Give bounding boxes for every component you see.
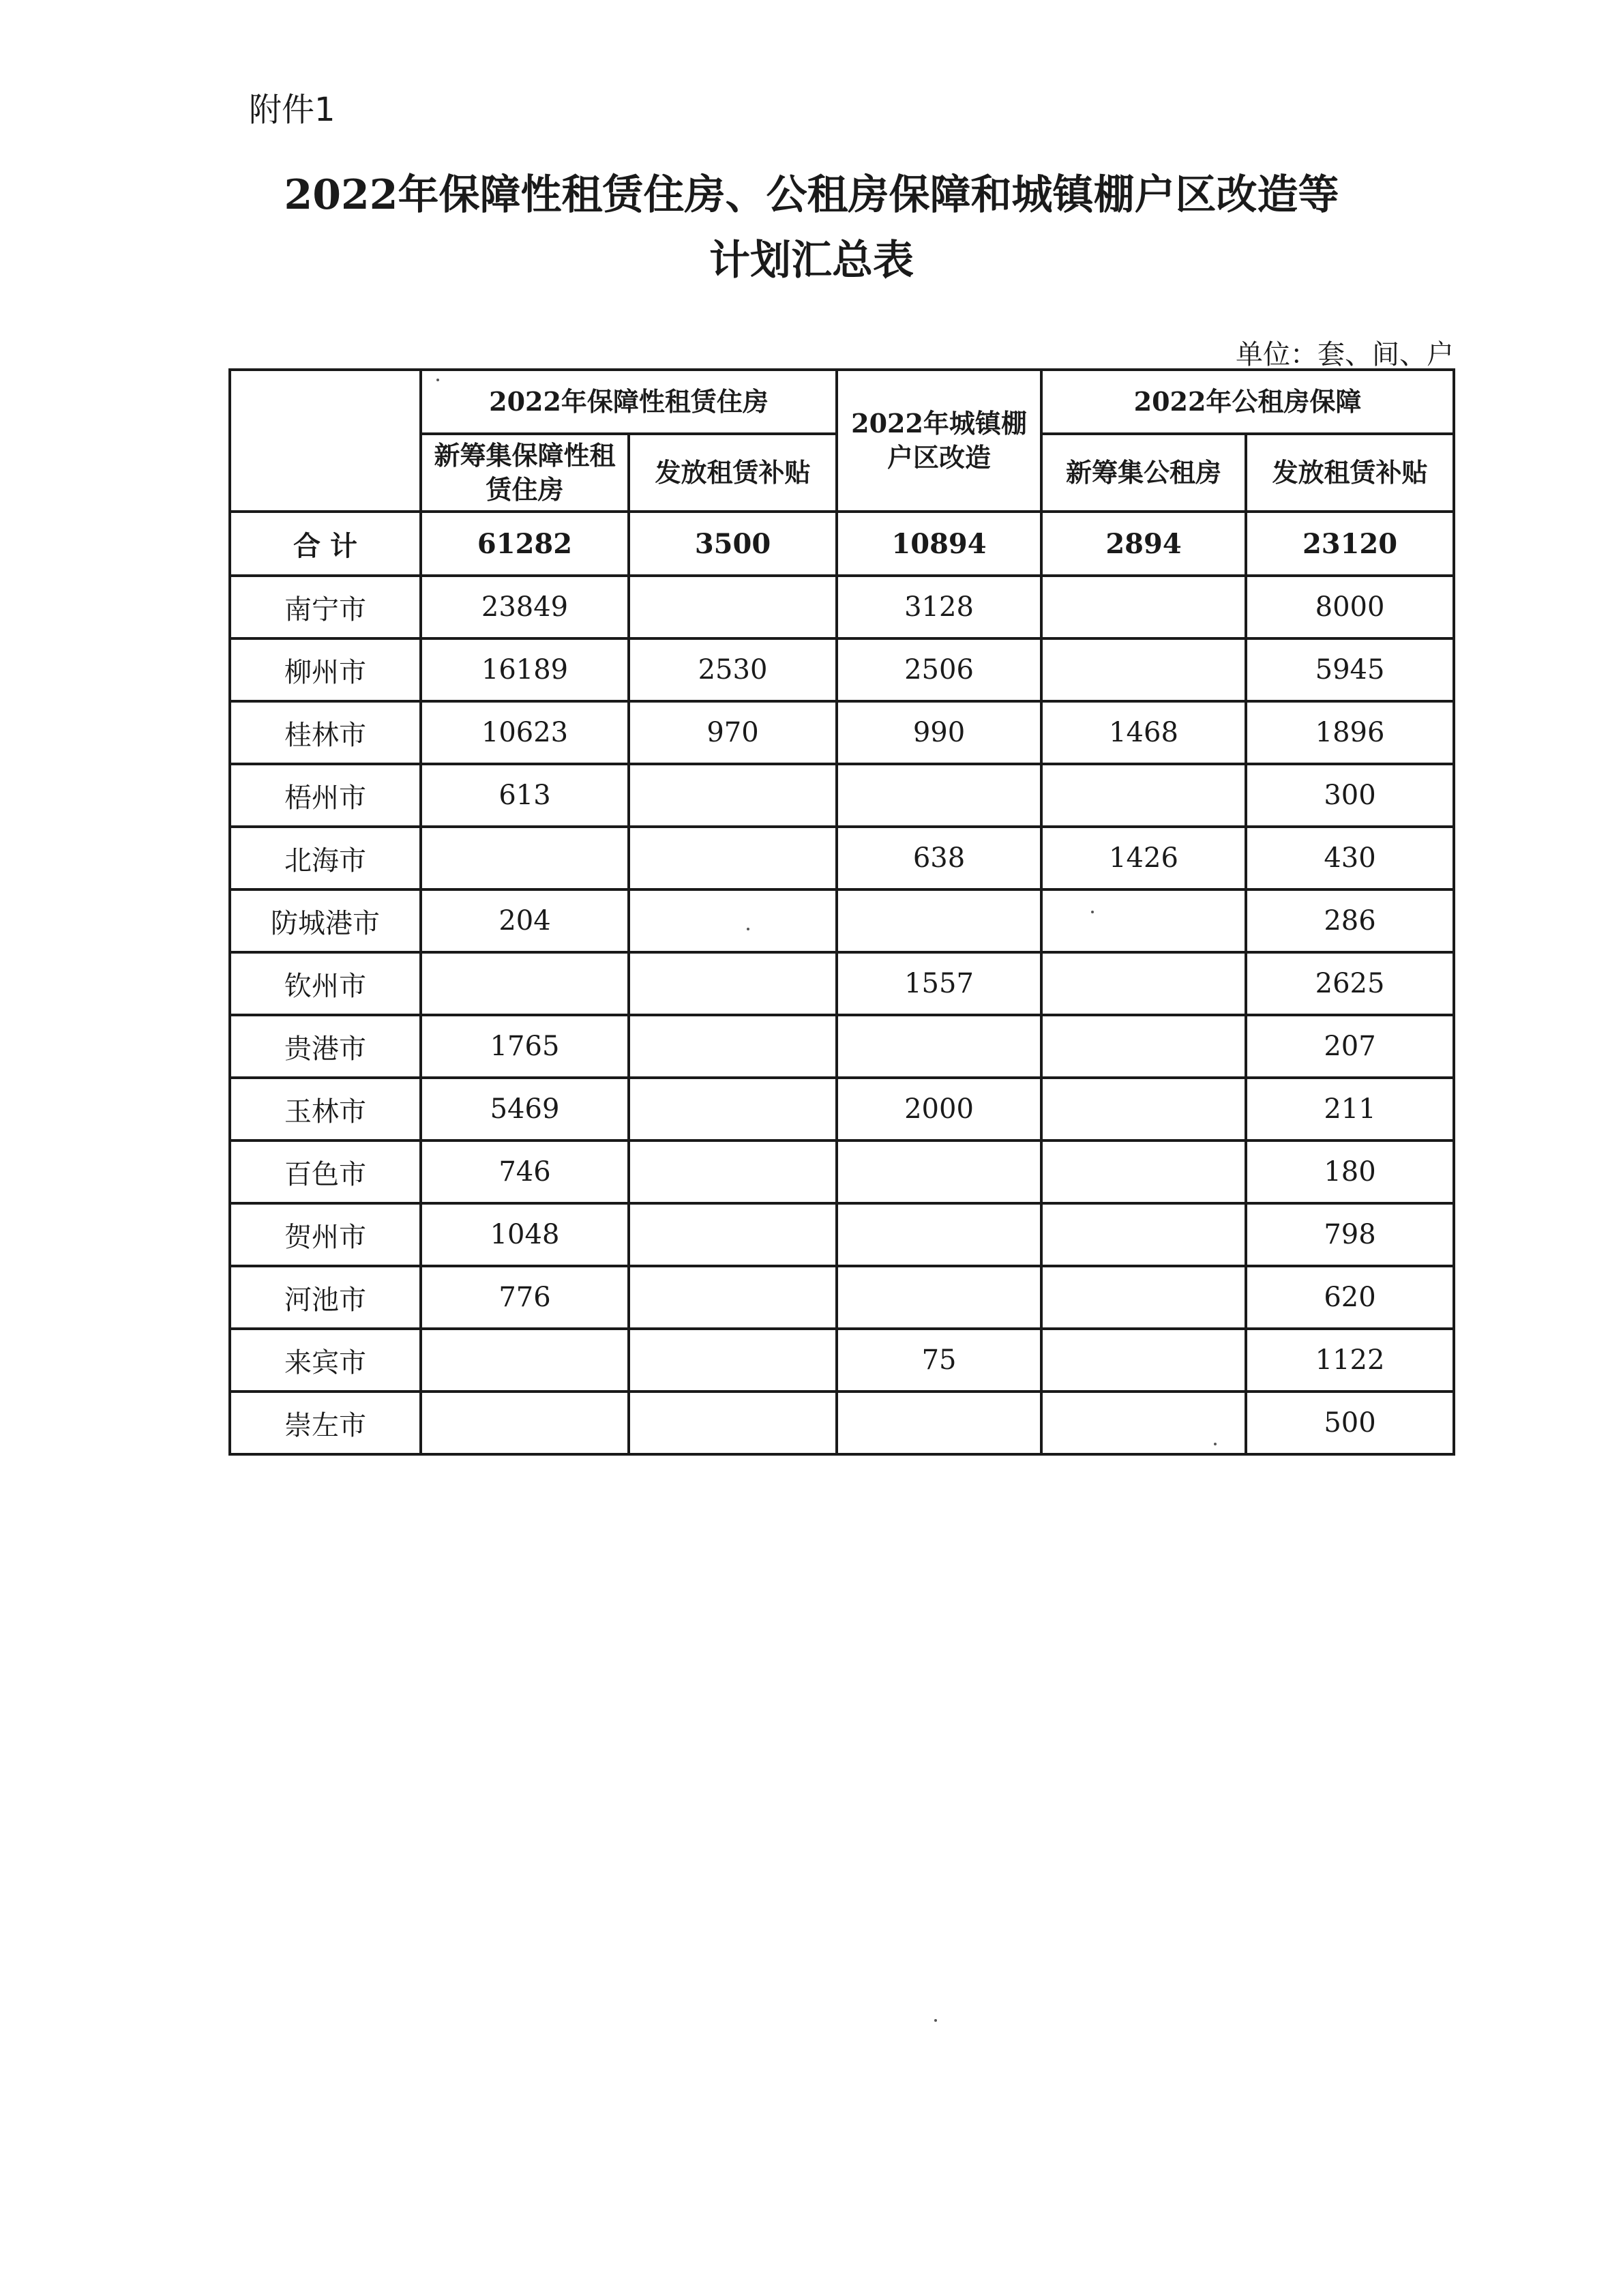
table-row (230, 638, 1454, 701)
value-cell (837, 1140, 1041, 1203)
header-corner-cell (230, 370, 421, 512)
total-cell: 2894 (1041, 512, 1246, 576)
value-cell (1041, 1266, 1246, 1329)
city-name-cell: 防城港市 (230, 889, 421, 952)
value-cell: 75 (837, 1329, 1041, 1392)
value-cell: 1896 (1246, 701, 1454, 764)
value-cell: 300 (1246, 764, 1454, 827)
city-name-cell: 桂林市 (230, 701, 421, 764)
value-cell: 211 (1246, 1078, 1454, 1140)
value-cell (629, 1203, 837, 1266)
value-cell: 10623 (421, 701, 629, 764)
total-label: 合 计 (230, 512, 421, 576)
table-row (230, 1266, 1454, 1329)
value-cell: 638 (837, 827, 1041, 889)
table-row (230, 1203, 1454, 1266)
header-group-public-rental: 2022年公租房保障 (1041, 370, 1454, 434)
scan-speck (934, 2019, 937, 2022)
city-name-cell: 贺州市 (230, 1203, 421, 1266)
city-name-cell: 南宁市 (230, 576, 421, 638)
total-cell: 61282 (421, 512, 629, 576)
table-row (230, 701, 1454, 764)
value-cell (1041, 1015, 1246, 1078)
attachment-label: 附件1 (249, 91, 336, 129)
value-cell: 2530 (629, 638, 837, 701)
value-cell: 620 (1246, 1266, 1454, 1329)
value-cell (837, 764, 1041, 827)
value-cell: 1048 (421, 1203, 629, 1266)
plan-summary-table (228, 368, 1455, 1456)
value-cell (629, 576, 837, 638)
value-cell (1041, 1140, 1246, 1203)
total-row (230, 512, 1454, 576)
value-cell (421, 952, 629, 1015)
value-cell (629, 1329, 837, 1392)
city-name-cell: 百色市 (230, 1140, 421, 1203)
header-shantytown-renovation: 2022年城镇棚户区改造 (837, 370, 1041, 512)
table-row (230, 764, 1454, 827)
value-cell: 207 (1246, 1015, 1454, 1078)
city-name-cell: 北海市 (230, 827, 421, 889)
value-cell: 180 (1246, 1140, 1454, 1203)
header-public-rental-subsidy: 发放租赁补贴 (1246, 434, 1454, 512)
value-cell: 990 (837, 701, 1041, 764)
table-row (230, 576, 1454, 638)
value-cell (421, 827, 629, 889)
scan-speck (747, 928, 749, 930)
value-cell (1041, 1078, 1246, 1140)
value-cell: 5469 (421, 1078, 629, 1140)
scan-speck (1091, 911, 1094, 913)
city-name-cell: 河池市 (230, 1266, 421, 1329)
value-cell (837, 889, 1041, 952)
value-cell (629, 1266, 837, 1329)
value-cell: 2625 (1246, 952, 1454, 1015)
table-row (230, 1140, 1454, 1203)
total-cell: 10894 (837, 512, 1041, 576)
city-name-cell: 贵港市 (230, 1015, 421, 1078)
value-cell: 204 (421, 889, 629, 952)
value-cell (837, 1015, 1041, 1078)
value-cell: 776 (421, 1266, 629, 1329)
header-new-rental-housing: 新筹集保障性租赁住房 (421, 434, 629, 512)
city-name-cell: 崇左市 (230, 1392, 421, 1454)
value-cell (629, 952, 837, 1015)
header-rental-subsidy: 发放租赁补贴 (629, 434, 837, 512)
value-cell (629, 827, 837, 889)
table-row (230, 1329, 1454, 1392)
unit-label: 单位：套、间、户 (1236, 339, 1454, 370)
value-cell: 430 (1246, 827, 1454, 889)
title-line-2: 计划汇总表 (709, 237, 914, 284)
city-name-cell: 梧州市 (230, 764, 421, 827)
table-row (230, 1015, 1454, 1078)
value-cell: 5945 (1246, 638, 1454, 701)
value-cell (629, 1392, 837, 1454)
value-cell: 2506 (837, 638, 1041, 701)
value-cell: 970 (629, 701, 837, 764)
title-line-1: 2022年保障性租赁住房、公租房保障和城镇棚户区改造等 (284, 171, 1339, 219)
value-cell: 286 (1246, 889, 1454, 952)
value-cell (1041, 1329, 1246, 1392)
value-cell: 1468 (1041, 701, 1246, 764)
value-cell: 1426 (1041, 827, 1246, 889)
city-name-cell: 柳州市 (230, 638, 421, 701)
table-row (230, 1078, 1454, 1140)
value-cell (421, 1329, 629, 1392)
value-cell: 1122 (1246, 1329, 1454, 1392)
value-cell: 23849 (421, 576, 629, 638)
value-cell: 613 (421, 764, 629, 827)
value-cell: 746 (421, 1140, 629, 1203)
value-cell (837, 1392, 1041, 1454)
total-cell: 23120 (1246, 512, 1454, 576)
city-name-cell: 钦州市 (230, 952, 421, 1015)
value-cell (1041, 952, 1246, 1015)
value-cell (1041, 1203, 1246, 1266)
table-row (230, 952, 1454, 1015)
value-cell: 16189 (421, 638, 629, 701)
value-cell (629, 1078, 837, 1140)
header-new-public-rental: 新筹集公租房 (1041, 434, 1246, 512)
header-group-rental-housing: 2022年保障性租赁住房 (421, 370, 837, 434)
value-cell: 798 (1246, 1203, 1454, 1266)
value-cell (629, 1140, 837, 1203)
table-body (230, 512, 1454, 1454)
value-cell (629, 889, 837, 952)
value-cell (629, 764, 837, 827)
table-row (230, 889, 1454, 952)
scan-speck (436, 379, 439, 381)
value-cell: 8000 (1246, 576, 1454, 638)
value-cell (1041, 764, 1246, 827)
value-cell (421, 1392, 629, 1454)
value-cell (837, 1266, 1041, 1329)
table-row (230, 827, 1454, 889)
value-cell: 500 (1246, 1392, 1454, 1454)
value-cell (1041, 638, 1246, 701)
document-title (205, 162, 1418, 293)
value-cell (629, 1015, 837, 1078)
table-row (230, 1392, 1454, 1454)
scan-speck (1214, 1443, 1217, 1445)
city-name-cell: 玉林市 (230, 1078, 421, 1140)
value-cell (1041, 889, 1246, 952)
value-cell: 2000 (837, 1078, 1041, 1140)
value-cell: 1557 (837, 952, 1041, 1015)
total-cell: 3500 (629, 512, 837, 576)
city-name-cell: 来宾市 (230, 1329, 421, 1392)
value-cell: 3128 (837, 576, 1041, 638)
value-cell (837, 1203, 1041, 1266)
value-cell: 1765 (421, 1015, 629, 1078)
value-cell (1041, 576, 1246, 638)
